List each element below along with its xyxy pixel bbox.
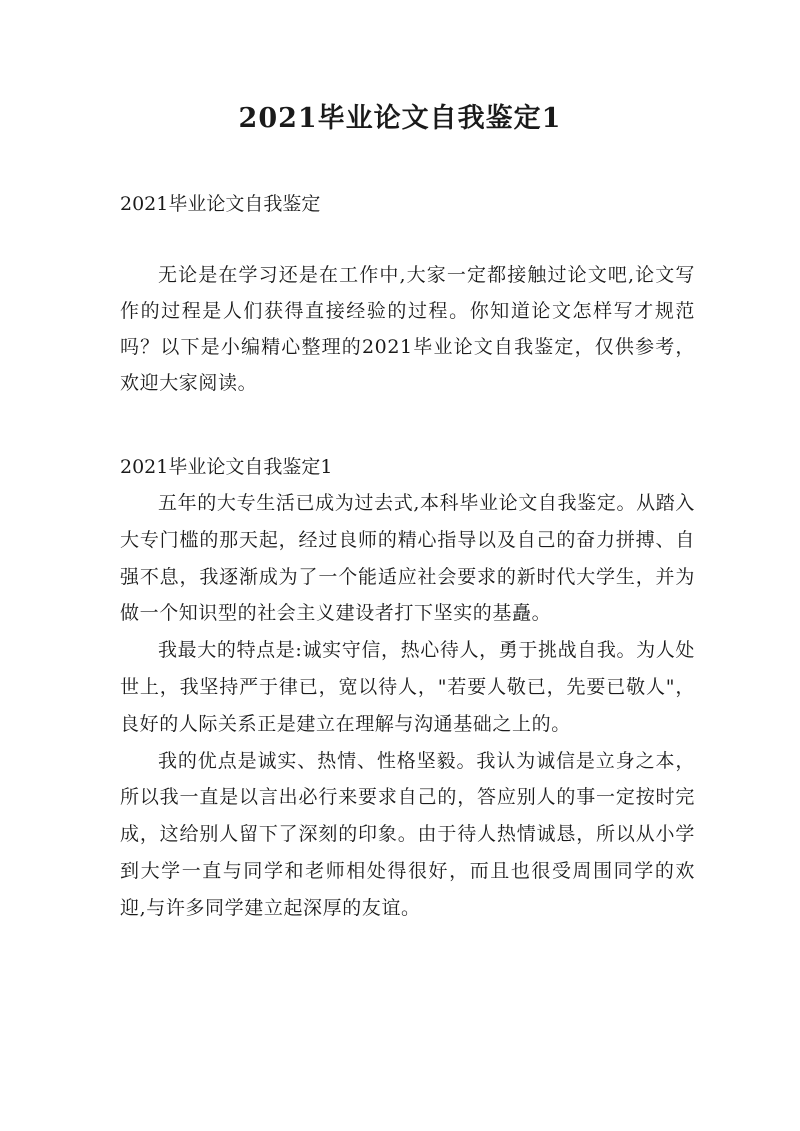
document-subtitle: 2021毕业论文自我鉴定 <box>120 193 321 215</box>
section-heading: 2021毕业论文自我鉴定1 <box>120 456 333 478</box>
body-paragraph-1: 五年的大专生活已成为过去式,本科毕业论文自我鉴定。从踏入大专门槛的那天起，经过良师的精心指导以及自己的奋力拼搏、自强不息，我逐渐成为了一个能适应社会要求的新时代大学生，并为做一个知识型的社会主义建设者打下坚实的基矗。 <box>120 492 695 625</box>
body-paragraph-3: 我的优点是诚实、热情、性格坚毅。我认为诚信是立身之本，所以我一直是以言出必行来要求自己的，答应别人的事一定按时完成，这给别人留下了深刻的印象。由于待人热情诚恳，所以从小学到大学一直与同学和老师相处得很好，而且也很受周围同学的欢迎,与许多同学建立起深厚的友谊。 <box>120 749 695 919</box>
intro-paragraph: 无论是在学习还是在工作中,大家一定都接触过论文吧,论文写作的过程是人们获得直接经验的过程。你知道论文怎样写才规范吗？以下是小编精心整理的2021毕业论文自我鉴定，仅供参考，欢迎大家阅读。 <box>120 264 695 394</box>
document-title: 2021毕业论文自我鉴定1 <box>238 103 562 134</box>
body-text <box>120 485 695 927</box>
body-paragraph-2: 我最大的特点是:诚实守信，热心待人，勇于挑战自我。为人处世上，我坚持严于律已，宽以待人，"若要人敬已，先要已敬人"，良好的人际关系正是建立在理解与沟通基础之上的。 <box>120 639 695 735</box>
